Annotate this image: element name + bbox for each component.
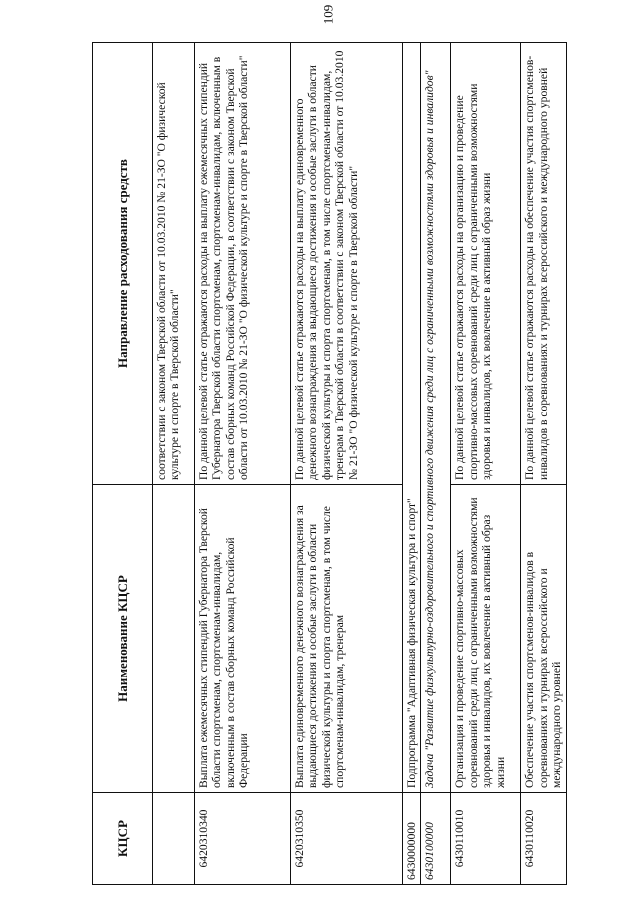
row-name: Выплата ежемесячных стипендий Губернатора Тверской области спортсменам, спортсменам-инвалидам, включенным в состав сборных команд Российской Федерации (195, 485, 291, 793)
task-title: Задача "Развитие физкультурно-оздоровительного и спортивного движения среди лиц с ограниченными возможностями здоровья и инвалидов" (421, 43, 451, 793)
row-code: 6420310350 (291, 793, 403, 885)
row-desc: По данной целевой статье отражаются расходы на выплату ежемесячных стипендий Губернатора Тверской области спортсменам, спортсменам-инвалидам, включенным в состав сборных команд Российской Федерации, в соответствии с законом Тверской области от 10.03.2010 № 21-ЗО "О физической культуре и спорте в Тверской области" (195, 43, 291, 485)
header-desc: Направление расходования средств (93, 43, 153, 485)
row-code: 6420310340 (195, 793, 291, 885)
row-desc: По данной целевой статье отражаются расходы на организацию и проведение спортивно-массовых соревнований среди лиц с ограниченными возможностями здоровья и инвалидов, их вовлечение в активный образ жизни (451, 43, 521, 485)
table-row (153, 43, 195, 885)
header-code: КЦСР (93, 793, 153, 885)
subprogram-title: Подпрограмма "Адаптивная физическая культура и спорт" (403, 43, 421, 793)
table-row (195, 43, 291, 885)
row-name: Обеспечение участия спортсменов-инвалидов в соревнованиях и турнирах всероссийского и международного уровней (521, 485, 566, 793)
subprogram-code: 6430000000 (403, 793, 421, 885)
subprogram-row (403, 43, 421, 885)
table-row (291, 43, 403, 885)
rotated-table-wrapper (92, 43, 562, 885)
task-row (421, 43, 451, 885)
row-name (153, 485, 195, 793)
row-desc: По данной целевой статье отражаются расходы на выплату единовременного денежного вознаграждения за выдающиеся достижения и особые заслуги в области физической культуры и спорта спортсменам, в том числе спортсменам-инвалидам, тренерам в Тверской области в соответствии с законом Тверской области от 10.03.2010 № 21-ЗО "О физической культуре и спорте в Тверской области" (291, 43, 403, 485)
table-row (451, 43, 521, 885)
header-name: Наименование КЦСР (93, 485, 153, 793)
row-code (153, 793, 195, 885)
page-number: 109 (320, 4, 336, 25)
row-code: 6430110010 (451, 793, 521, 885)
row-desc: По данной целевой статье отражаются расходы на обеспечение участия спортсменов-инвалидов в соревнованиях и турнирах всероссийского и международного уровней (521, 43, 566, 485)
row-desc: соответствии с законом Тверской области от 10.03.2010 № 21-ЗО "О физической культуре и спорте в Тверской области" (153, 43, 195, 485)
table-header-row (93, 43, 153, 885)
row-code: 6430110020 (521, 793, 566, 885)
budget-classification-table (92, 42, 567, 885)
task-code: 6430100000 (421, 793, 451, 885)
table-row (521, 43, 566, 885)
row-name: Организация и проведение спортивно-массовых соревнований среди лиц с ограниченными возможностями здоровья и инвалидов, их вовлечение в активный образ жизни (451, 485, 521, 793)
row-name: Выплата единовременного денежного вознаграждения за выдающиеся достижения и особые заслуги в области физической культуры и спорта спортсменам, в том числе спортсменам-инвалидам, тренерам (291, 485, 403, 793)
